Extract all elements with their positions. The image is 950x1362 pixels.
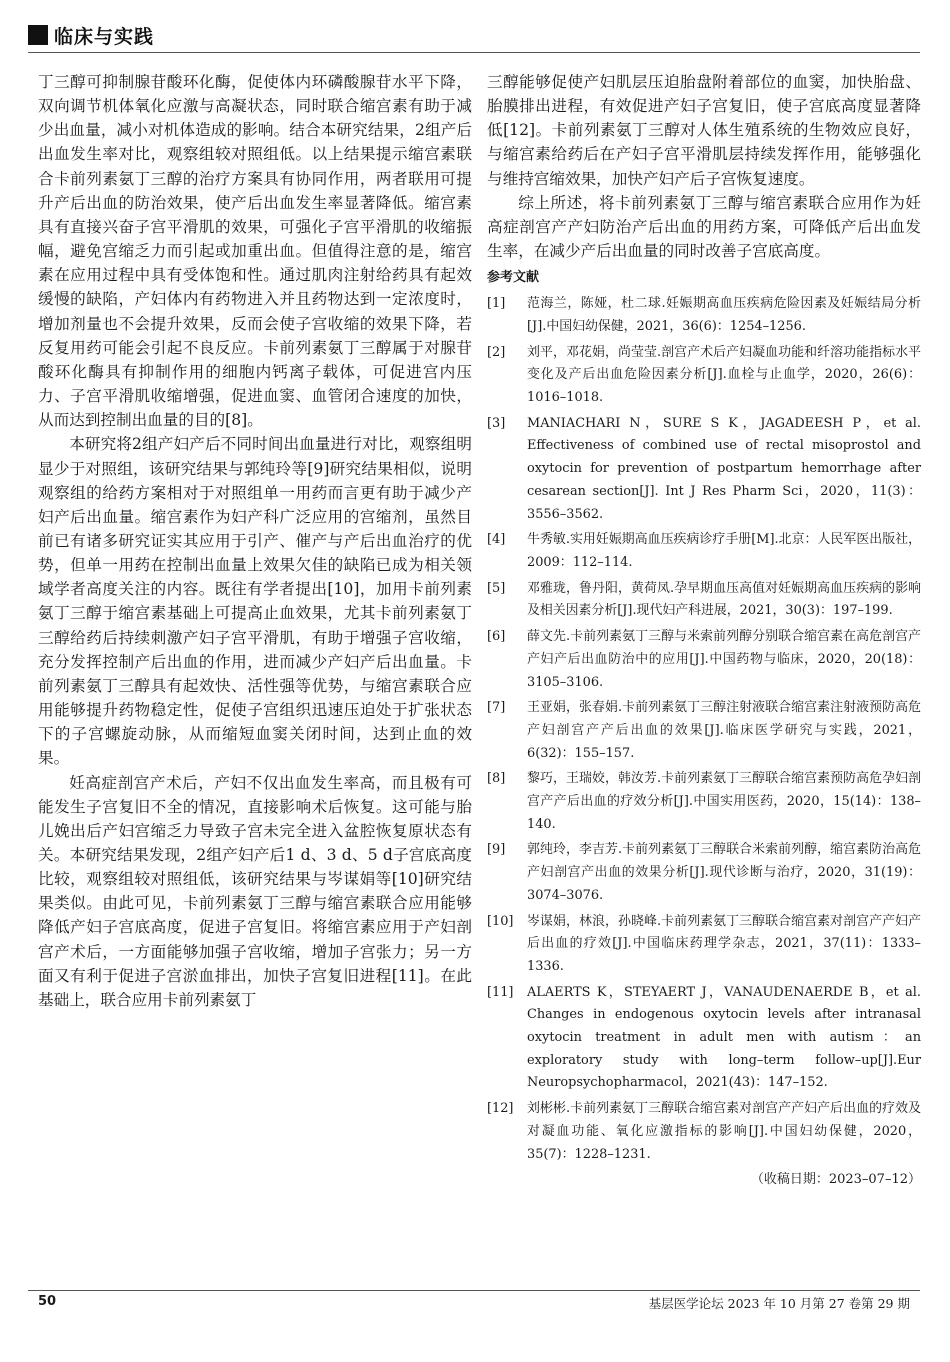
reference-text: 薛文先.卡前列素氨丁三醇与米索前列醇分别联合缩宫素在高危剖宫产产妇产后出血防治中的应用[J].中国药物与临床，2020，20(18)：3105–3106. xyxy=(527,629,921,690)
reference-number: [8] xyxy=(487,771,506,787)
reference-text: 邓雅珑，鲁丹阳，黄荷凤.孕早期血压高值对妊娠期高血压疾病的影响及相关因素分析[J].现代妇产科进展，2021，30(3)：197–199. xyxy=(527,580,921,619)
reference-item xyxy=(487,529,921,574)
reference-text: 范海兰，陈娅，杜二球.妊娠期高血压疾病危险因素及妊娠结局分析[J].中国妇幼保健，2021，36(6)：1254–1256. xyxy=(527,296,921,334)
header-rule xyxy=(28,52,920,53)
reference-item xyxy=(487,578,921,623)
reference-item xyxy=(487,982,921,1096)
reference-item xyxy=(487,839,921,907)
reference-number: [3] xyxy=(487,415,506,431)
paragraph: 三醇能够促使产妇肌层压迫胎盘附着部位的血窦，加快胎盘、胎膜排出进程，有效促进产妇子宫复旧，使子宫底高度显著降低[12]。卡前列素氨丁三醇对人体生殖系统的生物效应良好，与缩宫素给药后在产妇子宫平滑肌层持续发挥作用，能够强化与维持宫缩效果，加快产妇产后子宫恢复速度。 xyxy=(487,73,921,188)
reference-number: [5] xyxy=(487,580,506,596)
reference-number: [4] xyxy=(487,532,506,548)
journal-info: 基层医学论坛 2023 年 10 月第 27 卷第 29 期 xyxy=(648,1296,910,1311)
left-column xyxy=(38,70,472,1012)
reference-number: [12] xyxy=(487,1101,514,1117)
footer-rule xyxy=(28,1290,920,1291)
section-title: 临床与实践 xyxy=(54,25,155,48)
reference-number: [7] xyxy=(487,700,506,716)
received-date: （收稿日期：2023–07–12） xyxy=(750,1172,921,1188)
reference-list xyxy=(487,293,921,1166)
header-square-icon xyxy=(28,25,48,45)
reference-item xyxy=(487,697,921,765)
paragraph: 本研究将2组产妇产后不同时间出血量进行对比，观察组明显少于对照组，该研究结果与郭纯玲等[9]研究结果相似，说明观察组的给药方案相对于对照组单一用药而言更有助于减少产妇产后出血量。缩宫素作为妇产科广泛应用的宫缩剂，虽然目前已有诸多研究证实其应用于引产、催产与产后出血治疗的优势，但单一用药在控制出血量上效果欠佳的缺陷已成为相关领域学者高度关注的内容。既往有学者提出[10]，加用卡前列素氨丁三醇于缩宫素基础上可提高止血效果，尤其卡前列素氨丁三醇给药后持续刺激产妇子宫平滑肌，有助于增强子宫收缩，充分发挥控制产后出血的作用，进而减少产妇产后出血量。卡前列素氨丁三醇具有起效快、活性强等优势，与缩宫素联合应用能够提升药物稳定性，促使子宫组织迅速压迫处于扩张状态下的子宫螺旋动脉，从而缩短血窦关闭时间，达到止血的效果。 xyxy=(38,435,472,768)
paragraph: 丁三醇可抑制腺苷酸环化酶，促使体内环磷酸腺苷水平下降，双向调节机体氧化应激与高凝状态，同时联合缩宫素有助于减少出血量，减小对机体造成的影响。结合本研究结果，2组产后出血发生率对比，观察组较对照组低。以上结果提示缩宫素联合卡前列素氨丁三醇的治疗方案具有协同作用，两者联用可提升产后出血的防治效果，使产后出血发生率显著降低。缩宫素具有直接兴奋子宫平滑肌的效果，可强化子宫平滑肌的收缩振幅，避免宫缩乏力而引起或加重出血。但值得注意的是，缩宫素在应用过程中具有受体饱和性。通过肌肉注射给药具有起效缓慢的缺陷，产妇体内有药物进入并且药物达到一定浓度时，增加剂量也不会提升效果，反而会使子宫收缩的效果下降，若反复用药可能会引起不良反应。卡前列素氨丁三醇属于对腺苷酸环化酶具有抑制作用的细胞内钙离子载体，可促进宫内压力、子宫平滑肌收缩增强，促进血窦、血管闭合速度的加快，从而达到控制出血量的目的[8]。 xyxy=(38,73,472,430)
reference-text: 刘平，邓花娟，尚莹莹.剖宫产术后产妇凝血功能和纤溶功能指标水平变化及产后出血危险因素分析[J].血栓与止血学，2020，26(6)：1016–1018. xyxy=(527,344,921,406)
reference-item xyxy=(487,1098,921,1166)
page-number: 50 xyxy=(38,1294,57,1309)
right-column xyxy=(487,70,921,1191)
reference-text: 牛秀敏.实用妊娠期高血压疾病诊疗手册[M].北京：人民军医出版社，2009：112–114. xyxy=(527,532,921,570)
paragraph: 综上所述，将卡前列素氨丁三醇与缩宫素联合应用作为妊高症剖宫产产妇防治产后出血的用药方案，可降低产后出血发生率，在减少产后出血量的同时改善子宫底高度。 xyxy=(487,193,921,261)
reference-number: [1] xyxy=(487,296,506,312)
reference-text: 刘彬彬.卡前列素氨丁三醇联合缩宫素对剖宫产产妇产后出血的疗效及对凝血功能、氧化应激指标的影响[J].中国妇幼保健，2020，35(7)：1228–1231. xyxy=(527,1101,921,1162)
reference-item xyxy=(487,911,921,979)
references-title: 参考文献 xyxy=(487,270,540,286)
reference-item xyxy=(487,768,921,836)
reference-item xyxy=(487,342,921,410)
section-header xyxy=(28,22,154,48)
reference-item xyxy=(487,626,921,694)
reference-text: 岑谋娟，林浪，孙晓峰.卡前列素氨丁三醇联合缩宫素对剖宫产产妇产后出血的疗效[J].中国临床药理学杂志，2021，37(11)：1333–1336. xyxy=(527,913,921,974)
reference-number: [9] xyxy=(487,842,506,858)
reference-number: [10] xyxy=(487,913,514,929)
paragraph: 妊高症剖宫产术后，产妇不仅出血发生率高，而且极有可能发生子宫复旧不全的情况，直接影响术后恢复。这可能与胎儿娩出后产妇宫缩乏力导致子宫未完全进入盆腔恢复原状态有关。本研究结果发现，2组产妇产后1 d、3 d、5 d子宫底高度比较，观察组较对照组低，该研究结果与岑谋娟等[10]研究结果类似。由此可见，卡前列素氨丁三醇与缩宫素联合应用能够降低产妇子宫底高度，促进子宫复旧。将缩宫素应用于产妇剖宫产术后，一方面能够加强子宫收缩，增加子宫张力；另一方面又有利于促进子宫淤血排出，加快子宫复旧进程[11]。在此基础上，联合应用卡前列素氨丁 xyxy=(38,773,472,1009)
reference-text: 郭纯玲，李吉芳.卡前列素氨丁三醇联合米索前列醇，缩宫素防治高危产妇剖宫产出血的效果分析[J].现代诊断与治疗，2020，31(19)：3074–3076. xyxy=(527,842,921,903)
reference-text: 黎巧，王瑞姣，韩汝芳.卡前列素氨丁三醇联合缩宫素预防高危孕妇剖宫产产后出血的疗效分析[J].中国实用医药，2020，15(14)：138–140. xyxy=(527,771,921,832)
reference-item xyxy=(487,293,921,338)
reference-text: MANIACHARI N，SURE S K，JAGADEESH P，et al. Effectiveness of combined use of rectal misoprostol and oxytocin for prevention of postpartum hemorrhage after cesarean section[J]. Int J Res Pharm Sci，2020，11(3)：3556–3562. xyxy=(527,415,921,522)
reference-text: 王亚娟，张春娟.卡前列素氨丁三醇注射液联合缩宫素注射液预防高危产妇剖宫产产后出血的效果[J].临床医学研究与实践，2021，6(32)：155–157. xyxy=(527,700,921,761)
reference-number: [6] xyxy=(487,629,506,645)
reference-number: [2] xyxy=(487,344,506,360)
reference-item xyxy=(487,413,921,527)
reference-number: [11] xyxy=(487,984,514,1000)
reference-text: ALAERTS K，STEYAERT J，VANAUDENAERDE B，et al. Changes in endogenous oxytocin levels after intranasal oxytocin treatment in adult men with autism：an exploratory study with long–term follow–up[J].Eur Neuropsychopharmacol，2021(43)：147–152. xyxy=(527,984,921,1091)
